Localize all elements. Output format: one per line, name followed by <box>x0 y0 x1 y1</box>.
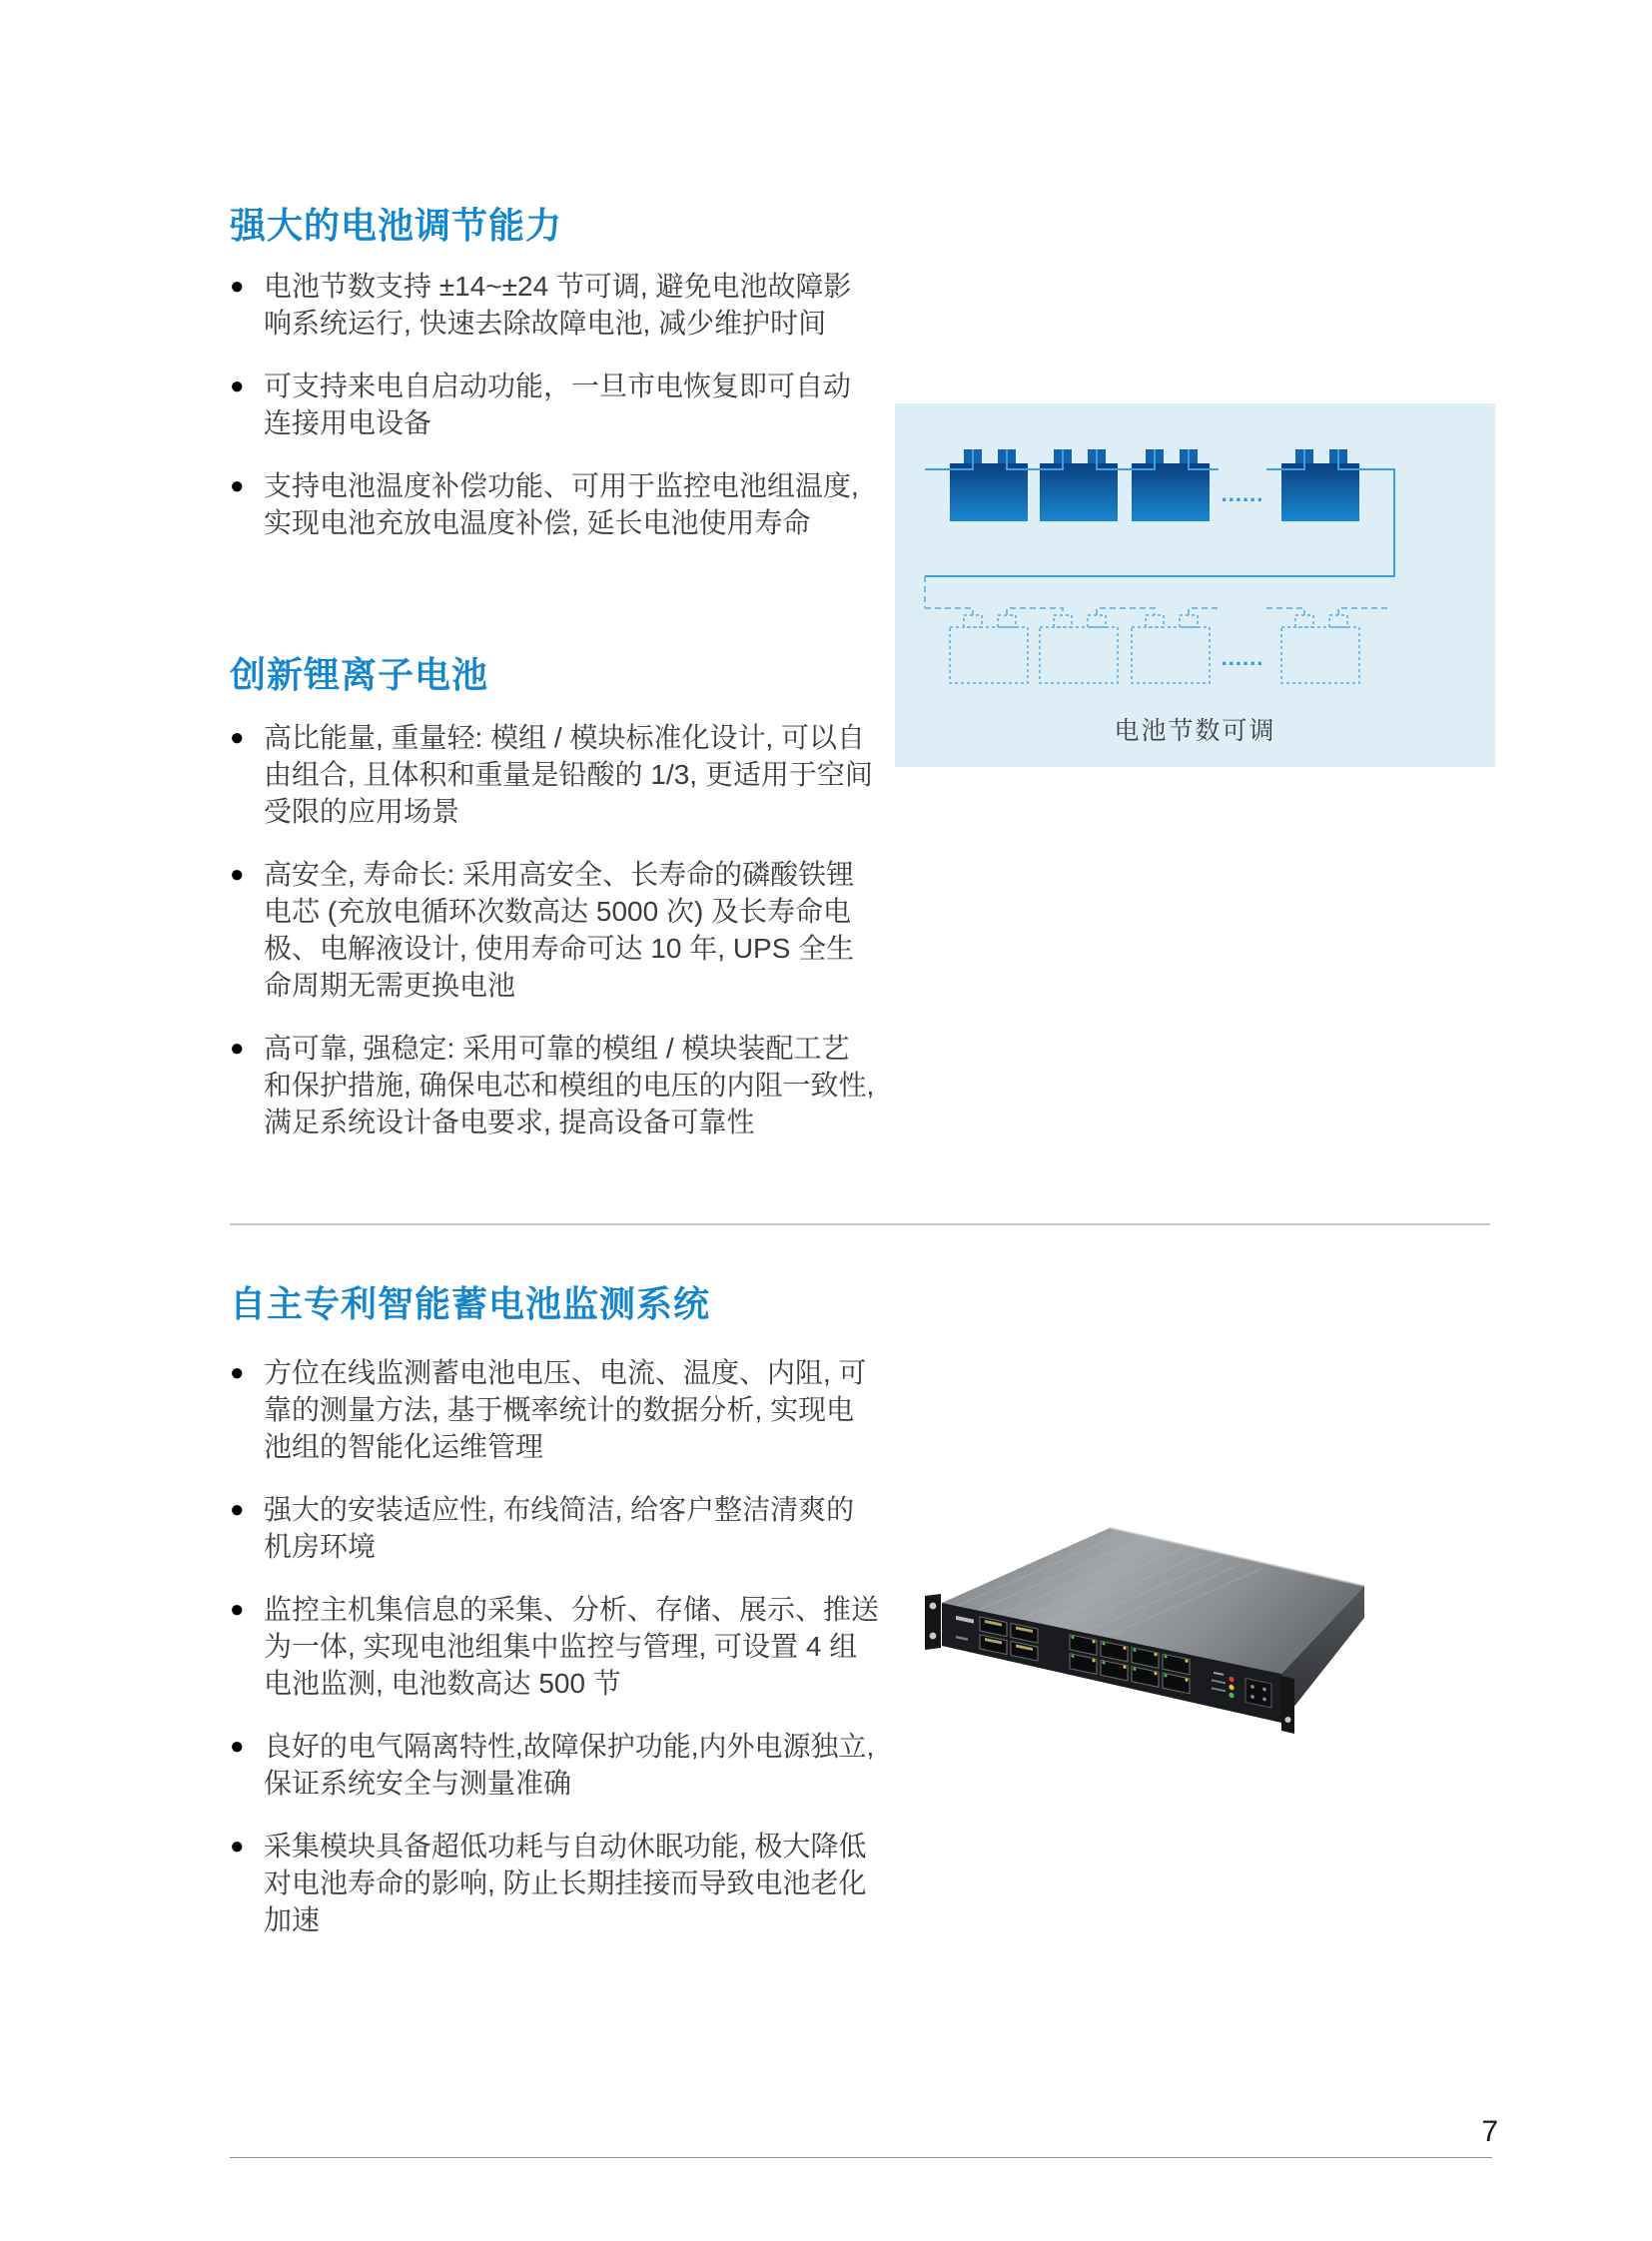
bullet-icon: ● <box>230 861 245 888</box>
page-number: 7 <box>1481 2115 1498 2148</box>
device-left-ear <box>925 1594 941 1650</box>
monitoring-device-image <box>897 1486 1556 1786</box>
device-button-block <box>1245 1679 1271 1708</box>
solid-battery-row <box>925 449 1394 576</box>
bullet-text: 采集模块具备超低功耗与自动休眠功能, 极大降低对电池寿命的影响, 防止长期挂接而导致电池老化加速 <box>264 1831 867 1935</box>
bullet-text: 方位在线监测蓄电池电压、电流、温度、内阻, 可靠的测量方法, 基于概率统计的数据分析, 实现电池组的智能化运维管理 <box>264 1357 867 1462</box>
section-heading-lithium-battery: 创新锂离子电池 <box>230 654 489 695</box>
bullet-text: 强大的安装适应性, 布线简洁, 给客户整洁清爽的机房环境 <box>264 1494 855 1562</box>
bullet-text: 支持电池温度补偿功能、可用于监控电池组温度, 实现电池充放电温度补偿, 延长电池使用寿命 <box>264 470 859 538</box>
list-item <box>230 368 877 441</box>
bullet-icon: ● <box>230 1733 245 1760</box>
bullet-icon: ● <box>230 1035 245 1062</box>
list-item <box>230 268 877 342</box>
list-item <box>230 1828 881 1938</box>
section-heading-battery-adjust: 强大的电池调节能力 <box>230 205 563 246</box>
list-item <box>230 1591 881 1702</box>
battery-count-diagram <box>895 403 1495 703</box>
list-item <box>230 856 877 1004</box>
bullet-text: 监控主机集信息的采集、分析、存储、展示、推送为一体, 实现电池组集中监控与管理, 可设置 4 组电池监测, 电池数高达 500 节 <box>264 1594 880 1699</box>
bullet-icon: ● <box>230 1496 245 1523</box>
bullet-text: 高比能量, 重量轻: 模组 / 模块标准化设计, 可以自由组合, 且体积和重量是铅酸的 1/3, 更适用于空间受限的应用场景 <box>264 722 873 827</box>
bullet-text: 高安全, 寿命长: 采用高安全、长寿命的磷酸铁锂电芯 (充放电循环次数高达 5000 次) 及长寿命电极、电解液设计, 使用寿命可达 10 年, UPS 全生命周期无需更换电池 <box>264 859 855 1001</box>
figure-caption: 电池节数可调 <box>1114 717 1276 745</box>
list-item <box>230 719 877 830</box>
device-right-ear <box>1281 1676 1294 1734</box>
battery-monitoring-bullet-list <box>230 1354 881 1964</box>
bullet-text: 可支持来电自启动功能，一旦市电恢复即可自动连接用电设备 <box>264 371 852 438</box>
ellipsis-bottom: ...... <box>1221 645 1264 670</box>
bullet-text: 良好的电气隔离特性,故障保护功能,内外电源独立, 保证系统安全与测量准确 <box>264 1731 875 1799</box>
section-divider <box>230 1223 1490 1225</box>
bullet-icon: ● <box>230 1359 245 1386</box>
lithium-battery-bullet-list <box>230 719 877 1166</box>
bullet-icon: ● <box>230 724 245 751</box>
bullet-text: 电池节数支持 ±14~±24 节可调, 避免电池故障影响系统运行, 快速去除故障电池, 减少维护时间 <box>264 271 852 339</box>
list-item <box>230 1354 881 1465</box>
bullet-icon: ● <box>230 472 245 499</box>
bullet-icon: ● <box>230 373 245 399</box>
section-heading-battery-monitoring: 自主专利智能蓄电池监测系统 <box>230 1283 711 1324</box>
list-item <box>230 1491 881 1565</box>
list-item <box>230 467 877 541</box>
bullet-icon: ● <box>230 1833 245 1860</box>
list-item <box>230 1728 881 1802</box>
dashed-battery-row <box>925 576 1389 683</box>
ellipsis-top: ...... <box>1221 481 1264 506</box>
bullet-text: 高可靠, 强稳定: 采用可靠的模组 / 模块装配工艺和保护措施, 确保电芯和模组的电压的内阻一致性, 满足系统设计备电要求, 提高设备可靠性 <box>264 1033 875 1137</box>
rack-device-illustration <box>897 1486 1556 1786</box>
battery-diagram-panel <box>895 403 1495 767</box>
footer-rule <box>230 2157 1492 2158</box>
battery-adjust-bullet-list <box>230 268 877 567</box>
list-item <box>230 1030 877 1140</box>
bullet-icon: ● <box>230 273 245 300</box>
bullet-icon: ● <box>230 1596 245 1623</box>
